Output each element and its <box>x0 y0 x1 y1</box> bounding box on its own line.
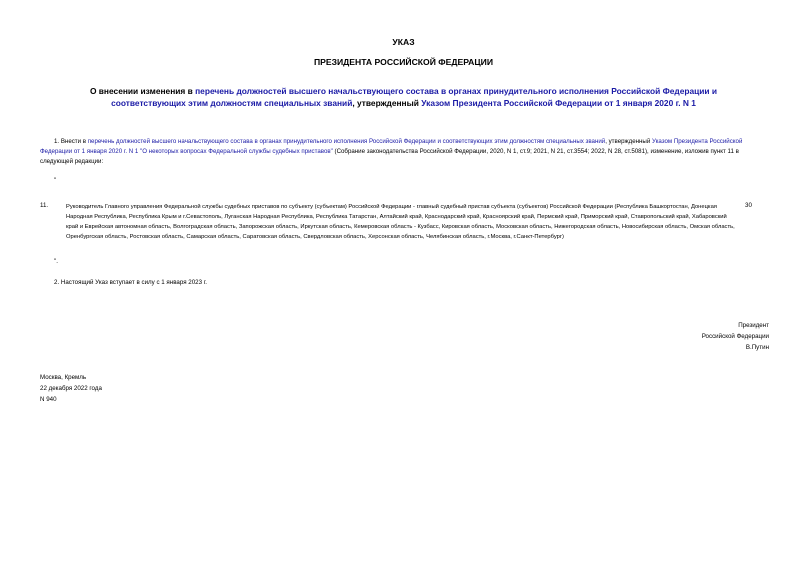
paragraph-1-suffix: (Собрание законодательства Российской Федерации, 2020, N 1, ст.9; 2021, N 21, ст.3554; 2022, N 28, ст.5081), изменение, изложив пункт 11 в следующей редакции: <box>40 148 739 165</box>
paragraph-2: 2. Настоящий Указ вступает в силу с 1 января 2023 г. <box>54 279 207 286</box>
signature-block <box>702 320 769 353</box>
signing-place: Москва, Кремль <box>40 374 87 381</box>
signer-name: В.Путин <box>745 344 769 351</box>
paragraph-1-link-decree[interactable]: Указом Президента Российской Федерации от 1 января 2020 г. N 1 "О некоторых вопросах Федеральной службы судебных приставов" <box>40 138 743 155</box>
paragraph-1-link-list[interactable]: перечень должностей высшего начальствующего состава в органах принудительного исполнения Российской Федерации и соответствующих этим должностям специальных званий <box>87 138 606 145</box>
document-title: УКАЗ <box>392 37 415 47</box>
paragraph-1 <box>40 137 769 167</box>
quote-open: " <box>54 177 57 184</box>
subtitle-prefix: О внесении изменения в <box>89 86 196 96</box>
table-row-value: 30 <box>745 202 752 209</box>
subtitle-link-list[interactable]: перечень должностей высшего начальствующего состава в органах принудительного исполнения Российской Федерации и соответствующих этим должностям специальных званий <box>111 86 718 108</box>
subtitle-middle: , утвержденный <box>352 98 422 108</box>
paragraph-1-prefix: 1. Внести в <box>54 138 88 145</box>
subtitle-link-decree[interactable]: Указом Президента Российской Федерации от 1 января 2020 г. N 1 <box>421 98 696 108</box>
signer-title: Президент <box>738 322 769 329</box>
quote-close: ". <box>54 258 58 265</box>
paragraph-1-middle: , утвержденный <box>605 138 652 145</box>
place-date-block <box>40 372 102 405</box>
document-number: N 940 <box>40 396 57 403</box>
signer-country: Российской Федерации <box>701 333 769 340</box>
document-subtitle <box>60 85 747 109</box>
signing-date: 22 декабря 2022 года <box>40 385 102 392</box>
table-row-number: 11. <box>40 202 49 209</box>
document-issuer: ПРЕЗИДЕНТА РОССИЙСКОЙ ФЕДЕРАЦИИ <box>313 57 494 67</box>
table-row-text: Руководитель Главного управления Федеральной службы судебных приставов по субъекту (субъектам) Российской Федерации - главный судебный пристав субъекта (субъектов) Российской Федерации (Республика Башкортостан, Донецкая Народная Республика, Республика Крым и г.Севастополь, Луганская Народная Республика, Республика Татарстан, Алтайский край, Краснодарский край, Красноярский край, Пермский край, Приморский край, Ставропольский край, Хабаровский край и Еврейская автономная область, Волгоградская область, Запорожская область, Иркутская область, Кемеровская область - Кузбасс, Кировская область, Московская область, Нижегородская область, Новосибирская область, Омская область, Оренбургская область, Ростовская область, Самарская область, Саратовская область, Свердловская область, Херсонская область, Челябинская область, г.Москва, г.Санкт-Петербург) <box>66 204 735 240</box>
